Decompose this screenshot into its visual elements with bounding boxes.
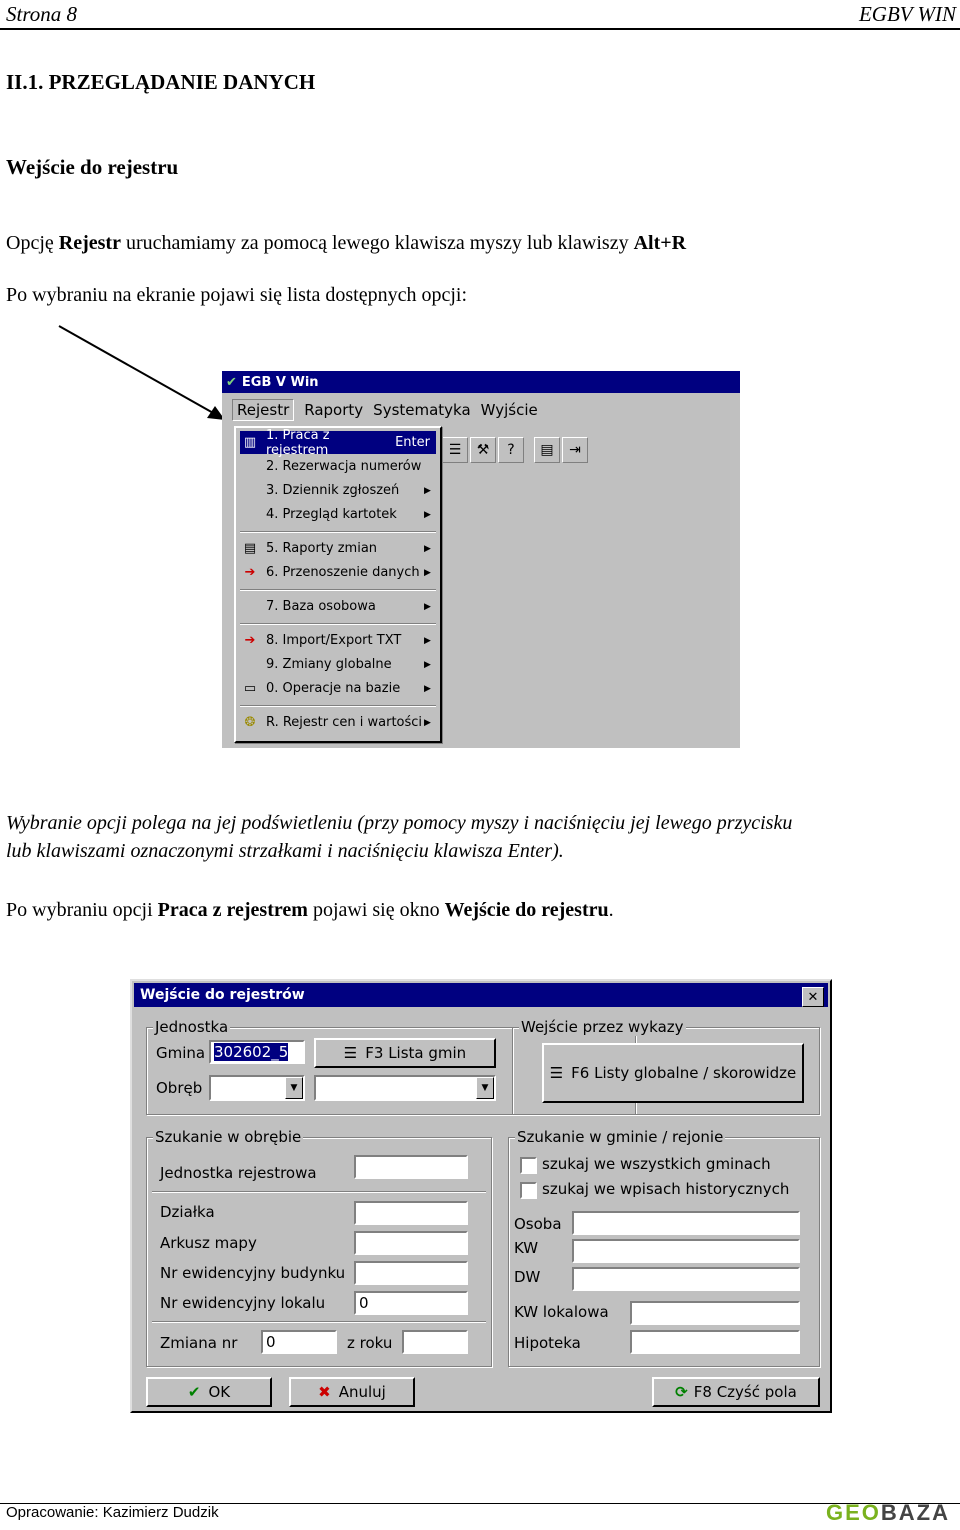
submenu-arrow-icon: ▶ xyxy=(424,683,431,694)
nr-budynku-input[interactable] xyxy=(354,1261,468,1285)
files-icon[interactable]: ▤ xyxy=(534,437,560,463)
gmina-input[interactable]: 302602_5 xyxy=(209,1040,305,1064)
nr-lokalu-label: Nr ewidencyjny lokalu xyxy=(160,1294,326,1312)
obreb-select[interactable] xyxy=(209,1075,305,1101)
arkusz-mapy-input[interactable] xyxy=(354,1231,468,1255)
obreb-label: Obręb xyxy=(156,1079,203,1097)
report-icon: ▤ xyxy=(243,541,257,556)
list-icon: ☰ xyxy=(343,1044,358,1062)
menu-item-rezerwacja[interactable]: 2. Rezerwacja numerów xyxy=(266,459,422,474)
refresh-icon: ⟳ xyxy=(675,1383,688,1401)
anuluj-button[interactable]: ✖ Anuluj xyxy=(289,1377,415,1407)
submenu-arrow-icon: ▶ xyxy=(424,601,431,612)
submenu-arrow-icon: ▶ xyxy=(424,509,431,520)
group-szukanie-gmina: Szukanie w gminie / rejonie xyxy=(508,1137,820,1367)
transfer-icon: ➔ xyxy=(244,565,256,580)
menu-item-import-export[interactable]: ➔ 8. Import/Export TXT ▶ xyxy=(240,629,436,652)
jednostka-rejestrowa-label: Jednostka rejestrowa xyxy=(160,1164,317,1182)
app-title: EGB V Win xyxy=(241,374,319,390)
group-jednostka: Jednostka xyxy=(146,1027,636,1115)
group-wykazy: Wejście przez wykazy xyxy=(512,1027,820,1115)
import-icon: ➔ xyxy=(244,633,256,648)
chevron-down-icon[interactable]: ▼ xyxy=(476,1077,494,1099)
cancel-icon: ✖ xyxy=(318,1383,331,1401)
paragraph-1: Opcję Rejestr uruchamiamy za pomocą lewego klawisza myszy lub klawiszy Alt+R xyxy=(6,232,687,254)
menubar xyxy=(232,395,548,425)
menu-rejestr[interactable]: Rejestr xyxy=(232,399,294,421)
subsection-title: Wejście do rejestru xyxy=(6,155,179,179)
listy-globalne-button[interactable]: ☰ F6 Listy globalne / skorowidze xyxy=(542,1043,804,1103)
paragraph-3-line-1: Wybranie opcji polega na jej podświetleniu (przy pomocy myszy i naciśnięciu jej lewego przycisku xyxy=(6,812,793,834)
dialog-titlebar xyxy=(134,983,828,1007)
menu-separator xyxy=(240,589,436,591)
list-icon[interactable]: ☰ xyxy=(442,437,468,463)
dw-input[interactable] xyxy=(572,1267,800,1291)
submenu-arrow-icon: ▶ xyxy=(424,485,431,496)
database-icon: ▭ xyxy=(243,681,257,696)
submenu-arrow-icon: ▶ xyxy=(424,717,431,728)
pointer-arrow xyxy=(55,322,235,427)
kw-lokalowa-label: KW lokalowa xyxy=(514,1303,609,1321)
group-separator xyxy=(152,1321,486,1323)
rejestr-dropdown xyxy=(234,426,442,743)
coins-icon: ❂ xyxy=(244,715,256,730)
header-page-number: Strona 8 xyxy=(6,2,77,26)
menu-separator xyxy=(240,623,436,625)
toolbar xyxy=(442,437,526,465)
checkmark-icon: ✔ xyxy=(187,1383,201,1401)
menu-item-praca[interactable]: ▥ 1. Praca z rejestrem Enter xyxy=(240,431,436,454)
menu-separator xyxy=(240,531,436,533)
jednostka-rejestrowa-input[interactable] xyxy=(354,1155,468,1179)
dialog-wejscie-do-rejestrow xyxy=(130,979,832,1413)
menu-item-raporty-zmian[interactable]: ▤ 5. Raporty zmian ▶ xyxy=(240,537,436,560)
z-roku-input[interactable] xyxy=(402,1330,468,1354)
osoba-label: Osoba xyxy=(514,1215,562,1233)
close-icon[interactable]: ✕ xyxy=(802,987,824,1007)
osoba-input[interactable] xyxy=(572,1211,800,1235)
menu-raporty[interactable]: Raporty xyxy=(304,401,364,419)
list-icon: ☰ xyxy=(549,1064,564,1082)
menu-item-baza-osobowa[interactable]: 7. Baza osobowa ▶ xyxy=(240,595,436,618)
header-rule xyxy=(0,28,960,30)
nr-lokalu-input[interactable]: 0 xyxy=(354,1291,468,1315)
zmiana-nr-input[interactable]: 0 xyxy=(261,1330,337,1354)
paragraph-4: Po wybraniu opcji Praca z rejestrem pojawi się okno Wejście do rejestru. xyxy=(6,899,614,921)
checkbox-wszystkie-gminy[interactable] xyxy=(520,1157,537,1174)
kw-input[interactable] xyxy=(572,1239,800,1263)
paragraph-3-line-2: lub klawiszami oznaczonymi strzałkami i naciśnięciu klawisza Enter). xyxy=(6,840,564,862)
menu-item-zmiany-globalne[interactable]: 9. Zmiany globalne ▶ xyxy=(240,653,436,676)
arkusz-mapy-label: Arkusz mapy xyxy=(160,1234,257,1252)
tools-icon[interactable]: ⚒ xyxy=(470,437,496,463)
header-product: EGBV WIN xyxy=(858,2,956,26)
menu-separator xyxy=(240,705,436,707)
submenu-arrow-icon: ▶ xyxy=(424,543,431,554)
group-separator xyxy=(152,1191,486,1193)
menu-item-rejestr-cen[interactable]: ❂ R. Rejestr cen i wartości ▶ xyxy=(240,711,436,734)
menu-systematyka[interactable]: Systematyka xyxy=(373,401,471,419)
footer-brand-logo: GEOBAZA xyxy=(825,1500,950,1525)
zmiana-nr-label: Zmiana nr xyxy=(160,1334,238,1352)
footer-author: Opracowanie: Kazimierz Dudzik xyxy=(6,1504,219,1521)
gmina-label: Gmina xyxy=(156,1044,206,1062)
submenu-arrow-icon: ▶ xyxy=(424,635,431,646)
dzialka-label: Działka xyxy=(160,1203,215,1221)
dialog-title: Wejście do rejestrów xyxy=(140,987,305,1003)
ok-button[interactable]: ✔ OK xyxy=(146,1377,272,1407)
czysc-pola-button[interactable]: ⟳ F8 Czyść pola xyxy=(652,1377,820,1407)
submenu-arrow-icon: ▶ xyxy=(424,659,431,670)
hipoteka-label: Hipoteka xyxy=(514,1334,581,1352)
section-title: II.1. PRZEGLĄDANIE DANYCH xyxy=(6,70,316,94)
obreb-name-select[interactable] xyxy=(314,1075,496,1101)
kw-lokalowa-input[interactable] xyxy=(630,1301,800,1325)
lista-gmin-button[interactable]: ☰ F3 Lista gmin xyxy=(314,1038,496,1068)
group-szukanie-obreb: Szukanie w obrębie xyxy=(146,1137,492,1367)
menu-item-operacje[interactable]: ▭ 0. Operacje na bazie ▶ xyxy=(240,677,436,700)
dw-label: DW xyxy=(514,1268,541,1286)
menu-item-przenoszenie[interactable]: ➔ 6. Przenoszenie danych ▶ xyxy=(240,561,436,584)
shortcut-label: Enter xyxy=(395,435,430,450)
menu-item-przeglad[interactable]: 4. Przegląd kartotek ▶ xyxy=(240,503,436,526)
z-roku-label: z roku xyxy=(347,1334,393,1352)
exit-icon[interactable]: ⇥ xyxy=(562,437,588,463)
submenu-arrow-icon: ▶ xyxy=(424,567,431,578)
app-titlebar xyxy=(222,371,740,393)
toolbar-right xyxy=(534,437,590,465)
chevron-down-icon[interactable]: ▼ xyxy=(285,1077,303,1099)
paragraph-2: Po wybraniu na ekranie pojawi się lista dostępnych opcji: xyxy=(6,284,468,306)
checkbox-wszystkie-gminy-label: szukaj we wszystkich gminach xyxy=(542,1155,771,1173)
app-logo-icon: ✔ xyxy=(226,374,237,390)
menu-wyjscie[interactable]: Wyjście xyxy=(480,401,538,419)
dzialka-input[interactable] xyxy=(354,1201,468,1225)
help-icon[interactable]: ? xyxy=(498,437,524,463)
menu-item-dziennik[interactable]: 3. Dziennik zgłoszeń ▶ xyxy=(240,479,436,502)
checkbox-historyczne-label: szukaj we wpisach historycznych xyxy=(542,1180,790,1198)
checkbox-historyczne[interactable] xyxy=(520,1182,537,1199)
nr-budynku-label: Nr ewidencyjny budynku xyxy=(160,1264,346,1282)
kw-label: KW xyxy=(514,1239,539,1257)
hipoteka-input[interactable] xyxy=(630,1330,800,1354)
book-icon: ▥ xyxy=(243,435,257,450)
menu-screenshot xyxy=(222,371,740,748)
